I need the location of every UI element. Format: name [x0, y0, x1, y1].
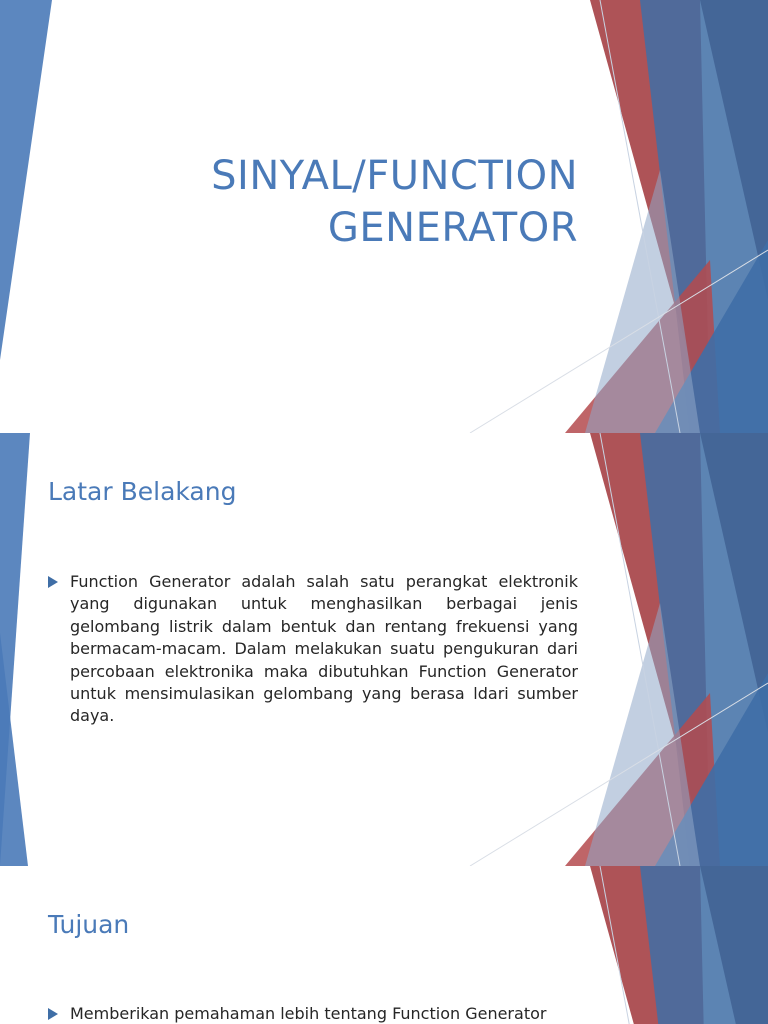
objective-slide	[0, 866, 768, 1024]
bullet-text: Function Generator adalah salah satu perangkat elektronik yang digunakan untuk menghasilkan berbagai jenis gelombang listrik dalam bentuk dan rentang frekuensi yang bermacam-macam. Dalam melakukan suatu pengukuran dari percobaan elektronika maka dibutuhkan Function Generator untuk mensimulasikan gelombang yang berasa ldari sumber daya.	[70, 572, 578, 726]
decorative-shapes	[0, 866, 768, 1024]
slide-title-line1: SINYAL/FUNCTION	[211, 153, 578, 199]
section-heading: Tujuan	[48, 910, 130, 939]
background-slide	[0, 433, 768, 866]
slide-title	[211, 150, 578, 254]
slide-title-line2: GENERATOR	[327, 205, 578, 251]
bullet-item	[48, 1003, 578, 1024]
section-heading: Latar Belakang	[48, 477, 237, 506]
triangle-bullet-icon	[48, 576, 58, 588]
title-slide	[0, 0, 768, 433]
bullet-item	[48, 571, 578, 728]
bullet-text: Memberikan pemahaman lebih tentang Function Generator	[70, 1004, 547, 1023]
triangle-bullet-icon	[48, 1008, 58, 1020]
